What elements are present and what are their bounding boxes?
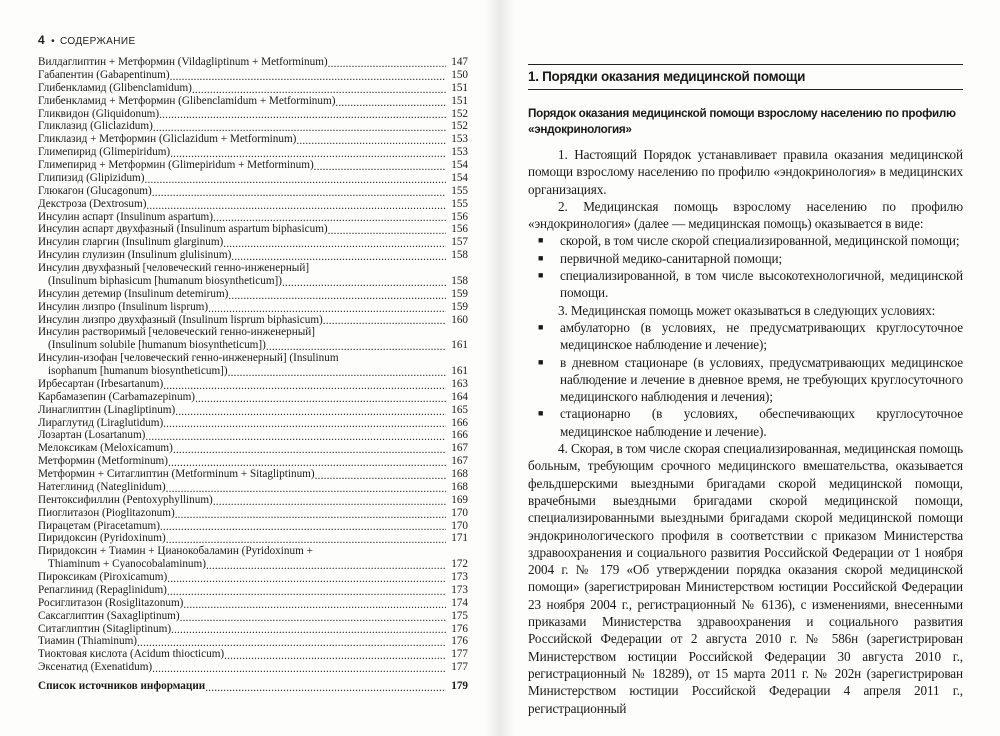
- toc-entry-title: Инсулин-изофан [человеческий генно-инженерный] (Insulinum: [38, 352, 339, 365]
- toc-entry-title: Вилдаглиптин + Метформин (Vildagliptinum + Metforminum): [38, 56, 328, 68]
- toc-entry-title: Пиридоксин + Тиамин + Цианокобаламин (Pyridoxinum +: [38, 545, 313, 558]
- subsection-title: Порядок оказания медицинской помощи взрослому населению по профилю «эндокринология»: [528, 107, 956, 136]
- toc-leader-dots: [152, 663, 446, 674]
- toc-entry-title: Глимепирид + Метформин (Glimepiridum + Metforminum): [38, 159, 314, 171]
- toc-entry: [38, 352, 468, 365]
- toc-entry-page: 173: [451, 571, 468, 583]
- toc-entry-page: 165: [451, 403, 468, 416]
- toc-entry-title: Лозартан (Losartanum): [38, 429, 146, 442]
- toc-entry-page: 157: [451, 236, 468, 249]
- toc-entry-page: 169: [451, 493, 468, 506]
- toc-entry-title: Метформин + Ситаглиптин (Metforminum + Sitagliptinum): [38, 468, 315, 480]
- toc-entry: [38, 494, 468, 507]
- toc-entry: [38, 159, 468, 172]
- toc-entry-title: Ирбесартан (Irbesartanum): [38, 377, 164, 390]
- toc-entry-title: Инсулин аспарт двухфазный (Insulinum aspartum biphasicum): [38, 223, 328, 236]
- toc-leader-dots: [213, 496, 446, 507]
- toc-leader-dots: [159, 109, 446, 120]
- header-bullet: •: [51, 36, 55, 47]
- toc-entry: [38, 584, 468, 597]
- header-title: СОДЕРЖАНИЕ: [59, 36, 136, 47]
- toc-entry-title: Гликлазид + Метформин (Gliclazidum + Metforminum): [38, 133, 297, 146]
- toc-leader-dots: [328, 225, 446, 236]
- toc-entry: [38, 520, 468, 533]
- toc-entry: [38, 391, 468, 404]
- toc-entry: [38, 314, 468, 327]
- toc-entry-title: Габапентин (Gabapentinum): [38, 68, 170, 81]
- paragraph: 4. Скорая, в том числе скорая специализированная, медицинская помощь больным, требующим срочного медицинского вмешательства, оказывается фельдшерскими выездными бригадами скорой медицинской помощи, врачебными выездными бригадами скорой медицинской помощи, специализированными выездными бригадами скорой медицинской помощи эндокринологического профиля в соответствии с приказом Министерства здравоохранения и социального развития Российской Федерации от 1 ноября 2004 г. № 179 «Об утверждении порядка оказания скорой медицинской помощи» (зарегистрирован Министерством юстиции Российской Федерации 23 ноября 2004 г., регистрационный № 6136), с изменениями, внесенными приказами Министерства здравоохранения и социального развития Российской Федерации от 2 августа 2010 г. № 586н (зарегистрирован Министерством юстиции Российской Федерации 30 августа 2010 г., регистрационный № 18289), от 15 марта 2011 г. № 202н (зарегистрирован Министерством юстиции Российской Федерации 4 апреля 2011 г., регистрационный: [528, 441, 963, 716]
- paragraph: 1. Настоящий Порядок устанавливает правила оказания медицинской помощи взрослому населению по профилю «эндокринология» в медицинских организациях.: [528, 147, 963, 197]
- toc-leader-dots: [175, 509, 446, 520]
- bullet-list: [528, 232, 963, 301]
- toc-entry-page: 177: [451, 661, 468, 674]
- toc-entry-title: Пирацетам (Piracetamum): [38, 519, 160, 532]
- toc-leader-dots: [171, 624, 446, 635]
- toc-leader-dots: [170, 71, 446, 82]
- toc-leader-dots: [137, 637, 446, 648]
- list-item: ■ стационарно (в условиях, обеспечивающих круглосуточное медицинское наблюдение и лечение).: [528, 405, 963, 440]
- page-number: 4: [38, 33, 46, 47]
- toc-leader-dots: [144, 174, 446, 185]
- toc-entry: [38, 442, 468, 455]
- toc-entry: [38, 326, 468, 339]
- list-item: ■ специализированной, в том числе высокотехнологичной, медицинской помощи.: [528, 267, 963, 302]
- section-title: 1. Порядки оказания медицинской помощи: [528, 64, 963, 90]
- toc-entry-title: Карбамазепин (Carbamazepinum): [38, 390, 195, 403]
- toc-entry-page: 176: [451, 622, 468, 635]
- toc-entry-title: Натеглинид (Nateglinidum): [38, 480, 166, 493]
- toc-leader-dots: [282, 277, 446, 288]
- toc-entry: [38, 558, 468, 571]
- toc-entry-page: 170: [451, 506, 468, 519]
- toc-entry-page: 159: [451, 300, 468, 313]
- toc-entry-page: 179: [451, 680, 468, 692]
- toc-entry: [38, 545, 468, 558]
- toc-leader-dots: [213, 212, 446, 223]
- toc-entry: [38, 623, 468, 636]
- toc-leader-dots: [180, 612, 446, 623]
- toc-entry-title: Глюкагон (Glucagonum): [38, 184, 152, 197]
- toc-leader-dots: [166, 483, 446, 494]
- toc-entry-page: 173: [451, 583, 468, 596]
- toc-entry-page: 171: [451, 532, 468, 545]
- toc-entry-page: 170: [451, 519, 468, 532]
- toc-entry: [38, 417, 468, 430]
- toc-entry: [38, 69, 468, 82]
- toc-entry-title: Пентоксифиллин (Pentoxyphyllinum): [38, 493, 213, 506]
- toc-entry-page: 176: [451, 635, 468, 648]
- toc-entry: [38, 236, 468, 249]
- toc-entry: [38, 108, 468, 121]
- toc-entry-title: Репаглинид (Repaglinidum): [38, 583, 167, 596]
- toc-entry-title: Мелоксикам (Meloxicamum): [38, 442, 173, 455]
- toc-leader-dots: [175, 406, 446, 417]
- toc-leader-dots: [160, 521, 446, 532]
- book-gutter: [485, 0, 515, 736]
- toc-entry-page: 154: [451, 159, 468, 171]
- toc-entry: [38, 301, 468, 314]
- toc-entry: [38, 648, 468, 661]
- toc-entry-page: 167: [451, 455, 468, 468]
- toc-entry-title: Лираглутид (Liraglutidum): [38, 416, 164, 429]
- toc-entry: [38, 146, 468, 159]
- toc-entry-page: 151: [451, 94, 468, 107]
- toc-leader-dots: [205, 682, 446, 693]
- toc-leader-dots: [266, 341, 446, 352]
- toc-entry-page: 147: [451, 56, 468, 68]
- toc-entry-page: 175: [451, 609, 468, 622]
- toc-leader-dots: [146, 200, 446, 211]
- toc-leader-dots: [314, 161, 446, 172]
- toc-entry-page: 166: [451, 429, 468, 442]
- toc-entry-title: (Insulinum solubile [humanum biosyntheticum]): [48, 339, 266, 352]
- toc-entry-page: 174: [451, 596, 468, 609]
- toc-leader-dots: [173, 444, 446, 455]
- toc-entry-title: Список источников информации: [38, 680, 206, 692]
- toc-leader-dots: [228, 290, 446, 301]
- toc-leader-dots: [228, 367, 446, 378]
- toc-leader-dots: [183, 599, 446, 610]
- toc-entry-title: Инсулин лизпро (Insulinum lisprum): [38, 300, 209, 313]
- toc-entry: [38, 378, 468, 391]
- toc-entry-page: 150: [451, 68, 468, 81]
- toc-entry-title: Пиоглитазон (Pioglitazonum): [38, 506, 175, 519]
- toc-entry: [38, 172, 468, 185]
- toc-entry-title: Инсулин детемир (Insulinum detemirum): [38, 287, 229, 300]
- running-header: [38, 33, 136, 47]
- toc-entry-page: 151: [451, 81, 468, 94]
- toc-entry: [38, 404, 468, 417]
- toc-leader-dots: [335, 97, 446, 108]
- toc-leader-dots: [223, 238, 446, 249]
- toc-entry-page: 153: [451, 146, 468, 159]
- toc-entry-page: 155: [451, 184, 468, 197]
- toc-leader-dots: [296, 135, 446, 146]
- toc-entry-page: 152: [451, 107, 468, 120]
- toc-entry: [38, 185, 468, 198]
- toc-entry-page: 155: [451, 197, 468, 210]
- toc-entry-page: 161: [451, 365, 468, 377]
- toc-entry-title: Инсулин глулизин (Insulinum glulisinum): [38, 249, 232, 262]
- toc-entry-page: 168: [451, 480, 468, 493]
- toc-entry: [38, 339, 468, 352]
- paragraph: 2. Медицинская помощь взрослому населению по профилю «эндокринология» (далее — медицинская помощь) оказывается в виде:: [528, 198, 963, 232]
- toc-entry-page: 156: [451, 210, 468, 223]
- toc-entry-title: Пироксикам (Piroxicamum): [38, 571, 168, 583]
- toc-leader-dots: [152, 187, 446, 198]
- toc-entry-title: Линаглиптин (Linagliptinum): [38, 403, 176, 416]
- toc-entry: [38, 507, 468, 520]
- toc-entry-page: 159: [451, 287, 468, 300]
- toc-entry-title: Метформин (Metforminum): [38, 455, 168, 468]
- toc-entry: [38, 249, 468, 262]
- toc-leader-dots: [163, 380, 446, 391]
- toc-entry: [38, 56, 468, 69]
- toc-entry: [38, 95, 468, 108]
- toc-entry-title: Гликлазид (Gliclazidum): [38, 120, 153, 133]
- toc-entry-title: Тиамин (Thiaminum): [38, 635, 138, 648]
- toc-entry-title: Инсулин гларгин (Insulinum glarginum): [38, 236, 224, 249]
- toc-leader-dots: [153, 122, 446, 133]
- toc-entry: [38, 133, 468, 146]
- toc-entry: [38, 82, 468, 95]
- toc-leader-dots: [206, 560, 446, 571]
- toc-entry-page: 153: [451, 133, 468, 146]
- toc-entry-title: Саксаглиптин (Saxagliptinum): [38, 609, 180, 622]
- toc-leader-dots: [166, 534, 446, 545]
- toc-entry-title: isophanum [humanum biosyntheticum]): [48, 365, 228, 377]
- body-text: [528, 146, 963, 717]
- toc-entry-page: 158: [451, 274, 468, 287]
- toc-entry-title: Ситаглиптин (Sitagliptinum): [38, 622, 172, 635]
- toc-entry: [38, 211, 468, 224]
- toc-entry-title: Глибенкламид (Glibenclamidum): [38, 81, 192, 94]
- toc-entry: [38, 468, 468, 481]
- toc-leader-dots: [167, 586, 446, 597]
- toc-entry-page: 154: [451, 171, 468, 184]
- toc-entry: [38, 571, 468, 584]
- toc-entry: [38, 288, 468, 301]
- toc-entry-title: Росиглитазон (Rosiglitazonum): [38, 596, 184, 609]
- paragraph: 3. Медицинская помощь может оказываться в следующих условиях:: [558, 302, 936, 318]
- list-item: ■ в дневном стационаре (в условиях, предусматривающих медицинское наблюдение и лечение в дневное время, не требующих круглосуточного медицинского наблюдения и лечения);: [528, 354, 963, 406]
- toc-entry-title: Инсулин растворимый [человеческий генно-инженерный]: [38, 326, 315, 339]
- toc-leader-dots: [323, 315, 446, 326]
- toc-entry: [38, 455, 468, 468]
- toc-entry: [38, 635, 468, 648]
- toc-entry: [38, 275, 468, 288]
- toc-leader-dots: [208, 303, 446, 314]
- table-of-contents: [38, 56, 468, 693]
- toc-entry: [38, 365, 468, 378]
- toc-entry-title: Эксенатид (Exenatidum): [38, 661, 153, 674]
- toc-entry: [38, 481, 468, 494]
- toc-leader-dots: [163, 418, 446, 429]
- toc-entry-title: Глибенкламид + Метформин (Glibenclamidum + Metforminum): [38, 94, 336, 107]
- toc-entry: [38, 680, 468, 693]
- toc-entry-page: 167: [451, 442, 468, 455]
- toc-entry-page: 163: [451, 377, 468, 390]
- toc-leader-dots: [192, 84, 446, 95]
- toc-leader-dots: [231, 251, 446, 262]
- toc-entry: [38, 223, 468, 236]
- toc-entry-title: Гликвидон (Gliquidonum): [38, 107, 160, 120]
- bullet-list: [528, 319, 963, 440]
- list-item: ■ амбулаторно (в условиях, не предусматривающих круглосуточное медицинское наблюдение и лечение);: [528, 319, 963, 354]
- toc-leader-dots: [145, 431, 446, 442]
- toc-entry-page: 177: [451, 648, 468, 661]
- toc-entry-page: 172: [451, 558, 468, 571]
- toc-entry-page: 164: [451, 390, 468, 403]
- toc-leader-dots: [170, 148, 446, 159]
- toc-entry-title: Глимепирид (Glimepiridum): [38, 146, 171, 159]
- toc-entry: [38, 661, 468, 674]
- toc-entry-title: Тиоктовая кислота (Acidum thiocticum): [38, 648, 225, 661]
- toc-entry-page: 166: [451, 416, 468, 429]
- toc-entry-page: 158: [451, 249, 468, 262]
- toc-entry-page: 168: [451, 468, 468, 480]
- toc-entry: [38, 198, 468, 211]
- toc-entry-title: Глипизид (Glipizidum): [38, 171, 145, 184]
- toc-entry: [38, 429, 468, 442]
- list-item: ■ первичной медико-санитарной помощи;: [528, 250, 963, 267]
- toc-leader-dots: [195, 393, 446, 404]
- toc-entry-page: 160: [451, 313, 468, 326]
- toc-entry-title: Инсулин лизпро двухфазный (Insulinum lisprum biphasicum): [38, 313, 323, 326]
- toc-leader-dots: [168, 457, 446, 468]
- list-item: ■ скорой, в том числе скорой специализированной, медицинской помощи;: [528, 232, 963, 249]
- toc-entry-title: Инсулин двухфазный [человеческий генно-инженерный]: [38, 262, 310, 274]
- toc-entry-page: 152: [451, 120, 468, 133]
- toc-leader-dots: [167, 573, 446, 584]
- toc-leader-dots: [315, 470, 446, 481]
- toc-entry-title: Инсулин аспарт (Insulinum aspartum): [38, 210, 213, 223]
- toc-entry: [38, 597, 468, 610]
- toc-entry: [38, 610, 468, 623]
- toc-entry-title: Thiaminum + Cyanocobalaminum): [48, 558, 206, 571]
- toc-leader-dots: [224, 650, 446, 661]
- toc-entry-title: Декстроза (Dextrosum): [38, 197, 147, 210]
- toc-entry: [38, 532, 468, 545]
- toc-entry-page: 156: [451, 223, 468, 236]
- toc-leader-dots: [328, 58, 446, 69]
- toc-entry-page: 161: [451, 339, 468, 352]
- toc-entry: [38, 262, 468, 275]
- toc-entry-title: (Insulinum biphasicum [humanum biosyntheticum]): [48, 274, 282, 287]
- toc-entry-title: Пиридоксин (Pyridoxinum): [38, 532, 166, 545]
- toc-entry: [38, 120, 468, 133]
